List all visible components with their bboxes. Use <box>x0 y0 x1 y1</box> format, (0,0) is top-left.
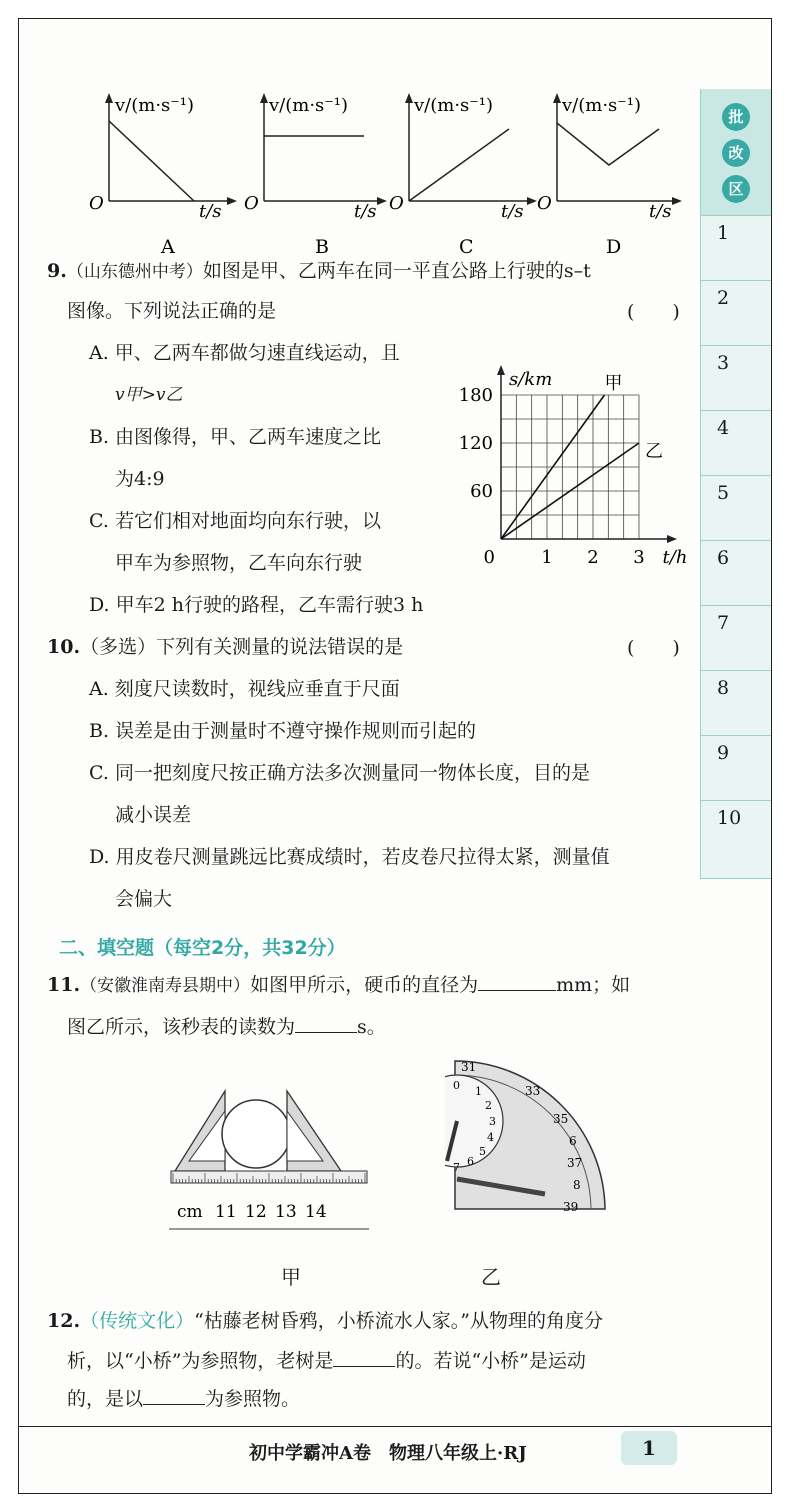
grading-row[interactable]: 6 <box>701 540 771 605</box>
svg-text:cm: cm <box>177 1202 203 1222</box>
svg-text:O: O <box>244 193 259 214</box>
series-label-jia: 甲 <box>604 373 623 394</box>
q9-option-c: C. 若它们相对地面均向东行驶，以 <box>89 510 381 532</box>
y-axis-arrow <box>497 365 505 375</box>
figure-yi-label: 乙 <box>481 1265 501 1289</box>
q12-line2: 析，以“小桥”为参照物，老树是 的。若说“小桥”是运动 <box>67 1350 586 1372</box>
grading-badge: 改 <box>722 139 750 167</box>
figure-jia-label: 甲 <box>281 1265 301 1289</box>
svg-text:2: 2 <box>485 1099 492 1112</box>
grading-row[interactable]: 7 <box>701 605 771 670</box>
q9-answer-paren[interactable]: ( ) <box>627 301 680 323</box>
svg-text:11: 11 <box>215 1202 237 1222</box>
grading-row[interactable]: 9 <box>701 735 771 800</box>
q11-blank-1[interactable] <box>478 990 556 991</box>
coin <box>222 1100 290 1168</box>
grading-row[interactable]: 5 <box>701 475 771 540</box>
figure-yi-stopwatch <box>445 1049 611 1239</box>
option-d-label: D <box>606 236 622 258</box>
page-number: 1 <box>621 1431 677 1465</box>
grading-row[interactable]: 8 <box>701 670 771 735</box>
q10-option-a: A. 刻度尺读数时，视线应垂直于尺面 <box>89 678 400 700</box>
y-tick-label: 60 <box>470 481 493 502</box>
grading-row[interactable]: 1 <box>701 215 771 280</box>
q10-option-b: B. 误差是由于测量时不遵守操作规则而引起的 <box>89 720 477 742</box>
q10-option-c-cont: 减小误差 <box>115 804 192 826</box>
svg-text:6: 6 <box>569 1134 577 1148</box>
series-label-yi: 乙 <box>645 441 663 462</box>
svg-text:O: O <box>389 193 404 214</box>
origin-label: 0 <box>483 547 495 568</box>
y-tick-label: 180 <box>458 385 493 406</box>
grading-sidebar <box>700 89 771 879</box>
svg-text:13: 13 <box>275 1202 297 1222</box>
q10-answer-paren[interactable]: ( ) <box>627 637 680 659</box>
option-b-label: B <box>315 236 329 258</box>
svg-text:39: 39 <box>563 1200 579 1214</box>
svg-text:7: 7 <box>453 1161 460 1174</box>
svg-text:t/s: t/s <box>649 201 672 222</box>
q9-option-b-cont: 为4:9 <box>115 468 165 490</box>
footer-divider <box>19 1426 771 1427</box>
q12-blank-2[interactable] <box>143 1404 205 1405</box>
grading-header <box>701 89 771 215</box>
section-fill-in: 二、填空题（每空2分，共32分） <box>59 937 346 959</box>
svg-text:O: O <box>537 193 552 214</box>
grading-row[interactable]: 3 <box>701 345 771 410</box>
x-tick-label: 2 <box>587 547 599 568</box>
grading-badge: 批 <box>722 103 750 131</box>
graph-a <box>89 93 237 258</box>
svg-text:3: 3 <box>489 1115 496 1128</box>
svg-text:t/s: t/s <box>199 201 222 222</box>
svg-text:v/(m·s⁻¹): v/(m·s⁻¹) <box>269 95 349 116</box>
x-axis-label: t/h <box>662 547 688 568</box>
q9-option-b: B. 由图像得，甲、乙两车速度之比 <box>89 426 382 448</box>
svg-text:35: 35 <box>553 1112 569 1126</box>
svg-text:t/s: t/s <box>354 201 377 222</box>
option-c-label: C <box>459 236 474 258</box>
q12-blank-1[interactable] <box>333 1366 395 1367</box>
svg-text:5: 5 <box>479 1145 486 1158</box>
q11-line1: 11.（安徽淮南寿县期中）如图甲所示，硬币的直径为 mm；如 <box>47 974 631 996</box>
svg-text:0: 0 <box>453 1079 460 1092</box>
svg-text:31: 31 <box>461 1060 477 1074</box>
q10-option-d-cont: 会偏大 <box>115 888 173 910</box>
grading-badge: 区 <box>722 175 750 203</box>
q10-stem: 10.（多选）下列有关测量的说法错误的是 <box>47 636 404 658</box>
velocity-graphs <box>79 81 699 261</box>
q12-line1: 12.（传统文化）“枯藤老树昏鸦，小桥流水人家。”从物理的角度分 <box>47 1310 604 1332</box>
x-tick-label: 1 <box>541 547 553 568</box>
x-axis-arrow <box>667 535 677 543</box>
grading-row[interactable]: 2 <box>701 280 771 345</box>
svg-text:O: O <box>89 193 104 214</box>
svg-text:1: 1 <box>475 1085 482 1098</box>
graph-c <box>389 93 537 258</box>
q11-line2: 图乙所示，该秒表的读数为 s。 <box>67 1016 386 1038</box>
svg-text:6: 6 <box>467 1155 474 1168</box>
y-tick-label: 120 <box>458 433 493 454</box>
svg-text:v/(m·s⁻¹): v/(m·s⁻¹) <box>414 95 494 116</box>
y-axis-label: s/km <box>509 369 553 390</box>
q9-stem-line1: 9.（山东德州中考）如图是甲、乙两车在同一平直公路上行驶的s–t <box>47 260 591 282</box>
q10-option-d: D. 用皮卷尺测量跳远比赛成绩时，若皮卷尺拉得太紧，测量值 <box>89 846 610 868</box>
q9-option-d: D. 甲车2 h行驶的路程，乙车需行驶3 h <box>89 594 424 616</box>
figure-jia-coin-ruler <box>169 1089 399 1249</box>
q9-option-c-cont: 甲车为参照物，乙车向东行驶 <box>115 552 363 574</box>
grading-row[interactable]: 4 <box>701 410 771 475</box>
q9-stem-line2: 图像。下列说法正确的是 <box>67 300 277 322</box>
graph-d <box>537 93 682 258</box>
ylabel-a: v/(m·s⁻¹) <box>115 95 195 116</box>
option-a-label: A <box>161 236 175 258</box>
q9-option-a: A. 甲、乙两车都做匀速直线运动，且 <box>89 342 400 364</box>
svg-text:4: 4 <box>487 1131 494 1144</box>
q10-option-c: C. 同一把刻度尺按正确方法多次测量同一物体长度，目的是 <box>89 762 590 784</box>
svg-text:12: 12 <box>245 1202 267 1222</box>
graph-b <box>244 93 387 258</box>
svg-text:t/s: t/s <box>501 201 524 222</box>
footer-title: 初中学霸冲A卷 物理八年级上·RJ <box>249 1443 527 1464</box>
svg-text:14: 14 <box>305 1202 327 1222</box>
st-chart <box>449 349 689 569</box>
exam-page <box>18 18 772 1494</box>
x-tick-label: 3 <box>633 547 645 568</box>
q9-option-a-cont: v甲>v乙 <box>115 385 183 405</box>
svg-text:v/(m·s⁻¹): v/(m·s⁻¹) <box>562 95 642 116</box>
svg-text:8: 8 <box>573 1178 581 1192</box>
grading-row[interactable]: 10 <box>701 800 771 879</box>
svg-text:33: 33 <box>525 1084 541 1098</box>
q11-blank-2[interactable] <box>295 1032 357 1033</box>
svg-text:37: 37 <box>567 1156 583 1170</box>
q12-line3: 的，是以 为参照物。 <box>67 1388 301 1410</box>
